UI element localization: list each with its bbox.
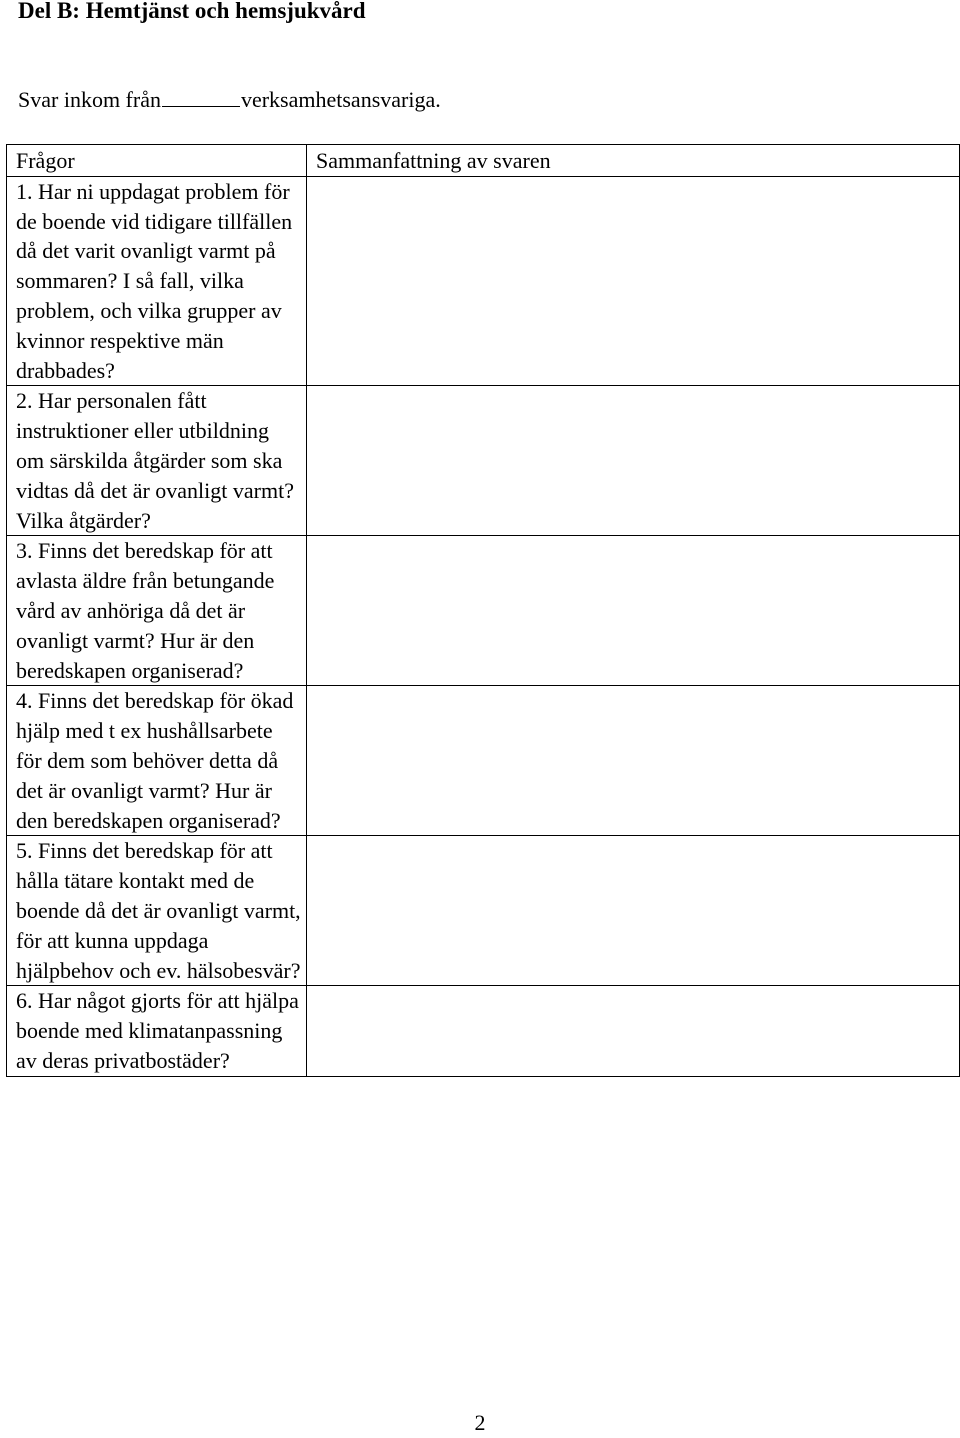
answer-cell [307,536,960,686]
table-row [7,536,960,686]
answer-cell [307,386,960,536]
question-cell: 2. Har personalen fått instruktioner eller utbildning om särskilda åtgärder som ska vidtas då det är ovanligt varmt? Vilka åtgärder? [7,386,307,536]
question-cell: 6. Har något gjorts för att hjälpa boende med klimatanpassning av deras privatbostäder? [7,986,307,1076]
answer-cell [307,686,960,836]
answer-cell [307,986,960,1076]
answer-cell [307,176,960,386]
header-summary: Sammanfattning av svaren [307,145,960,177]
table-row [7,836,960,986]
answer-cell [307,836,960,986]
question-cell: 3. Finns det beredskap för att avlasta äldre från betungande vård av anhöriga då det är ovanligt varmt? Hur är den beredskapen organiserad? [7,536,307,686]
table-header-row [7,145,960,177]
table-row [7,986,960,1076]
questions-table [6,144,960,1077]
response-source-line [18,84,441,115]
question-cell: 4. Finns det beredskap för ökad hjälp med t ex hushållsarbete för dem som behöver detta då det är ovanligt varmt? Hur är den beredskapen organiserad? [7,686,307,836]
intro-text-before: Svar inkom från [18,87,161,112]
page-number: 2 [474,1410,486,1435]
table-row [7,386,960,536]
header-questions: Frågor [7,145,307,177]
question-cell: 1. Har ni uppdagat problem för de boende vid tidigare tillfällen då det varit ovanligt varmt på sommaren? I så fall, vilka problem, och vilka grupper av kvinnor respektive män drabbades? [7,176,307,386]
blank-underline [162,84,240,107]
question-cell: 5. Finns det beredskap för att hålla tätare kontakt med de boende då det är ovanligt varmt, för att kunna uppdaga hjälpbehov och ev. hälsobesvär? [7,836,307,986]
table-row [7,176,960,386]
intro-text-after: verksamhetsansvariga. [240,87,441,112]
table-row [7,686,960,836]
section-heading: Del B: Hemtjänst och hemsjukvård [18,0,366,23]
